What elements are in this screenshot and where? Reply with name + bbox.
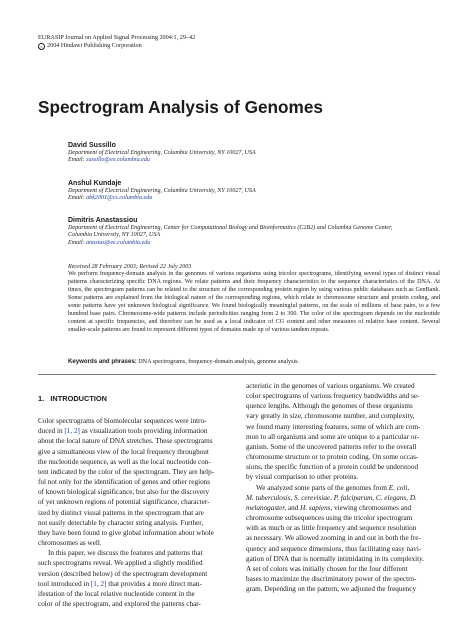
text-run: and: [286, 503, 301, 512]
section-number: 1.: [38, 394, 45, 403]
copyright-line: [38, 42, 195, 50]
citation-link[interactable]: [1, 2]: [64, 427, 80, 436]
text-run: Color spectrograms of biomolecular sequences were intro- duced in: [38, 417, 207, 436]
email-label: Email:: [68, 195, 85, 201]
text-run: viewing chromosomes and chromosome subsequences using the tricolor spectrogram with as much or as little frequency and sequence resolution as necessary. We allowed zooming in and out in both the fre- quency and sequence dimensions, thus facilitating easy navi- gation of DNA that is normally intimidating in its complexity. A set of colors was initially chosen for the four different bases to maximize the discriminatory power of the spectro- gram. Depending on the pattern, we adjusted the frequency: [246, 503, 425, 594]
copyright-icon: c: [38, 43, 45, 50]
left-column: [38, 394, 227, 609]
section-divider: [38, 374, 436, 375]
copyright-text: 2004 Hindawi Publishing Corporation: [47, 42, 142, 49]
author-name: David Sussillo: [68, 142, 116, 149]
intro-paragraph-2: [38, 548, 227, 609]
abstract: We perform frequency-domain analysis in the genomes of various organisms using tricolor spectrograms, identifying several types of distinct visual patterns characterizing specific DNA regions. We relate patterns and their frequency characteristics to the sequence characteristics of the DNA. At times, the spectrogram patterns can be related to the structure of the corresponding protein region by using various public databases such as GenBank. Some patterns are explained from the biological nature of the corresponding regions, which relate to chromosome structure and protein coding, and some patterns have yet unknown biological significance. We found biologically meaningful patterns, on the scale of millions of base pairs, to a few hundred base pairs. Chromosome-wide patterns include periodicities ranging from 2 to 300. The color of the spectrogram depends on the nucleotide content at specific frequencies, and therefore can be used as a local indicator of CG content and other measures of relative base content. Several smaller-scale patterns are found to represent different types of domains made up of various tandem repeats.: [68, 271, 440, 334]
intro-paragraph-3: acteristic in the genomes of various organisms. We created color spectrograms of various frequency bandwidths and se- quence lengths. Although the genomes of these organisms vary greatly in size, chromosome number, and complexity, we found many interesting features, some of which are com- mon to all organisms and some are unique to a particular or- ganism. Some of the uncovered patterns refer to the overall chromosome structure or to protein coding. On some occas- sions, the specific function of a protein could be understood by visual comparison to other proteins.: [246, 382, 421, 482]
keywords-label: Keywords and phrases:: [68, 358, 137, 365]
author-name: Dimitris Anastassiou: [68, 217, 138, 224]
text-run: as visualization tools providing information about the local nature of DNA stretches. These spectrograms give a simultaneous view of the local frequency throughout the nucleotide sequence, as well as the local nucleotide con- tent indicated by the color of the spectrogram. They are help- ful not only for the identification of genes and other regions of known biological significance, but also for the discovery of yet unknown regions of potential significance, character- ized by distinct visual patterns in the spectrogram that are not easily detectable by character string analysis. Further, they have been found to give global information about whole chromosomes as well.: [38, 427, 215, 548]
author-block-3: [68, 217, 438, 247]
right-column: [246, 381, 435, 594]
author-email-link[interactable]: sussillo@ee.columbia.edu: [86, 157, 150, 163]
author-affiliation-line-1: Department of Electrical Engineering, Center for Computational Biology and Bioinformatics (C2B2) and Columbia Genome Center,: [68, 224, 393, 231]
journal-citation: EURASIP Journal on Applied Signal Processing 2004:1, 29–42: [38, 34, 196, 41]
author-email-link[interactable]: abk2001@cs.columbia.edu: [86, 195, 153, 201]
author-email-line: [68, 195, 438, 203]
intro-paragraph-1: [38, 416, 227, 548]
author-block-1: [68, 142, 438, 165]
paper-title: Spectrogram Analysis of Genomes: [38, 97, 323, 117]
keywords: [68, 358, 440, 366]
author-email-link[interactable]: anastas@ee.columbia.edu: [86, 239, 151, 246]
section-title: INTRODUCTION: [50, 394, 108, 403]
author-email-line: [68, 240, 438, 248]
author-name: Anshul Kundaje: [68, 180, 122, 187]
author-block-2: [68, 180, 438, 203]
author-affiliation: Department of Electrical Engineering, Columbia University, NY 10027, USA: [68, 149, 256, 156]
text-run: We analyzed some parts of the genomes from: [256, 483, 389, 492]
intro-paragraph-4: [246, 483, 435, 595]
email-label: Email:: [68, 239, 85, 246]
organism-name: H. sapiens,: [300, 503, 333, 512]
received-dates: Received 28 February 2003; Revised 22 July 2003: [68, 264, 192, 270]
journal-header: [38, 34, 195, 50]
author-affiliation: Department of Electrical Engineering, Columbia University, NY 10027, USA: [68, 187, 256, 194]
keywords-text: DNA spectrograms, frequency-domain analysis, genome analysis.: [138, 359, 300, 365]
text-run: that provides a more direct man- ifestation of the local relative nucleotide content in the color of the spectrogram, and explored the patterns char-: [38, 579, 202, 608]
citation-link[interactable]: [1, 2]: [90, 579, 107, 588]
author-affiliation-line-2: Columbia University, NY 10027, USA: [68, 232, 161, 238]
organism-names: E. coli, M. tuberculosis, S. cerevisiae, P. falciparum, C. elegans, D. melanogaster,: [246, 483, 417, 512]
email-label: Email:: [68, 157, 85, 163]
author-email-line: [68, 157, 438, 165]
text-run: In this paper, we discuss the features and patterns that such spectrograms reveal. We applied a slightly modified version (described below) of the spectrogram development tool introduced in: [38, 549, 208, 588]
section-heading: [38, 394, 227, 404]
